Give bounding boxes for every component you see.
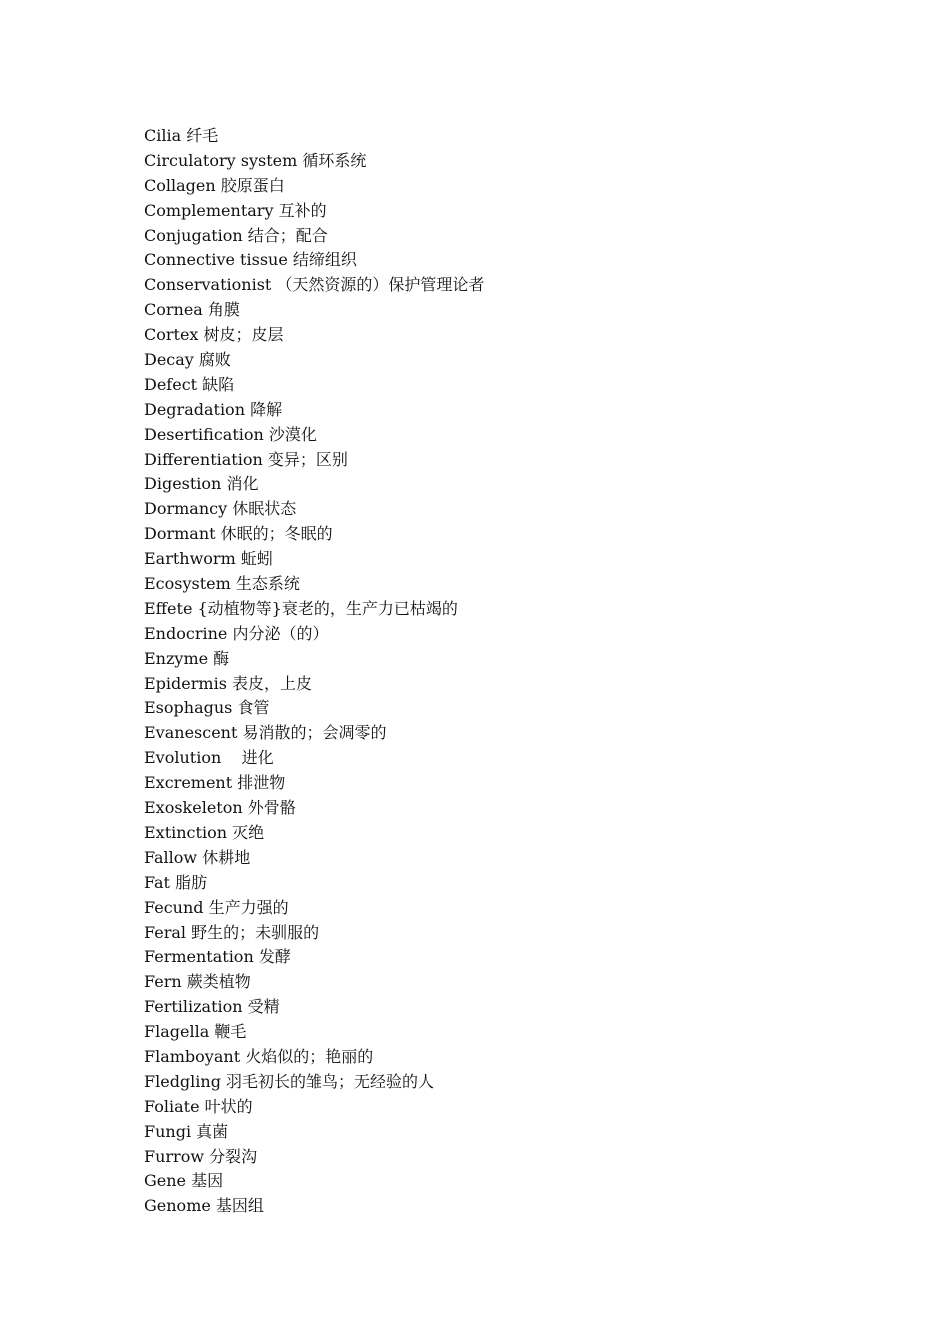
vocab-entry: Conservationist （天然资源的）保护管理论者 (144, 275, 485, 295)
vocabulary-list (144, 124, 484, 1219)
vocab-entry: Desertification 沙漠化 (144, 424, 317, 444)
vocab-entry: Digestion 消化 (144, 474, 259, 494)
vocab-entry: Dormant 休眠的；冬眠的 (144, 524, 333, 544)
vocab-entry: Conjugation 结合；配合 (144, 225, 328, 245)
vocab-entry: Feral 野生的；未驯服的 (144, 922, 320, 942)
vocab-entry: Circulatory system 循环系统 (144, 150, 367, 170)
vocab-entry: Fledgling 羽毛初长的雏鸟；无经验的人 (144, 1071, 435, 1091)
vocab-entry: Exoskeleton 外骨骼 (144, 798, 296, 818)
vocab-entry: Dormancy 休眠状态 (144, 499, 297, 519)
vocab-entry: Cilia 纤毛 (144, 126, 219, 145)
vocab-entry: Connective tissue 结缔组织 (144, 250, 357, 270)
vocab-entry: Esophagus 食管 (144, 698, 270, 718)
vocab-entry: Ecosystem 生态系统 (144, 574, 300, 594)
vocab-entry: Furrow 分裂沟 (144, 1146, 258, 1166)
vocab-entry: Flamboyant 火焰似的；艳丽的 (144, 1046, 374, 1066)
vocab-entry: Extinction 灭绝 (144, 822, 265, 842)
vocab-entry: Endocrine 内分泌（的） (144, 623, 329, 643)
vocab-entry: Fungi 真菌 (144, 1121, 229, 1141)
vocab-entry: Fern 蕨类植物 (144, 972, 251, 992)
vocab-entry: Flagella 鞭毛 (144, 1022, 247, 1042)
vocab-entry: Epidermis 表皮，上皮 (144, 673, 312, 693)
vocab-entry: Fecund 生产力强的 (144, 897, 289, 917)
vocab-entry: Cortex 树皮；皮层 (144, 325, 284, 345)
vocab-entry: Gene 基因 (144, 1171, 224, 1191)
vocab-entry: Cornea 角膜 (144, 300, 240, 320)
vocab-entry: Evolution 进化 (144, 748, 274, 768)
vocab-entry: Degradation 降解 (144, 399, 283, 419)
vocab-entry: Complementary 互补的 (144, 200, 327, 220)
vocab-entry: Decay 腐败 (144, 350, 231, 370)
vocab-entry: Fermentation 发酵 (144, 947, 291, 967)
vocab-entry: Fat 脂肪 (144, 872, 208, 892)
vocab-entry: Collagen 胶原蛋白 (144, 175, 285, 195)
vocab-entry: Evanescent 易消散的；会凋零的 (144, 723, 387, 743)
vocab-entry: Excrement 排泄物 (144, 773, 286, 793)
vocab-entry: Defect 缺陷 (144, 374, 235, 394)
vocab-entry: Foliate 叶状的 (144, 1096, 253, 1116)
vocab-entry: Fertilization 受精 (144, 997, 280, 1017)
vocab-entry: Fallow 休耕地 (144, 847, 251, 867)
vocab-entry: Earthworm 蚯蚓 (144, 549, 273, 569)
vocab-entry: Genome 基因组 (144, 1196, 264, 1216)
vocab-entry: Differentiation 变异；区别 (144, 449, 348, 469)
vocab-entry: Effete {动植物等}衰老的，生产力已枯竭的 (144, 598, 458, 618)
vocab-entry: Enzyme 酶 (144, 648, 230, 668)
